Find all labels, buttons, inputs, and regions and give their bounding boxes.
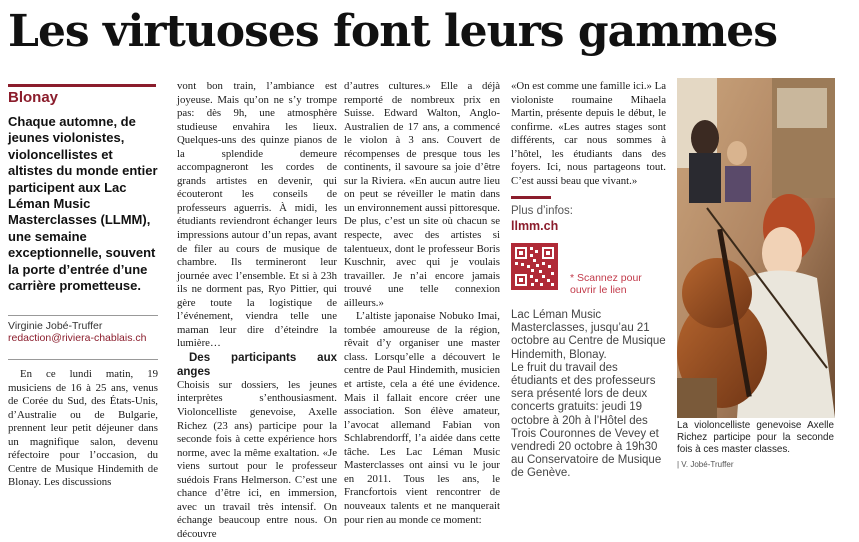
author-name: Virginie Jobé-Truffer	[8, 320, 103, 332]
paragraph: vont bon train, l’ambiance est joyeuse. Mais qu’on ne s’y trompe pas: dès 9h, une atmosphère studieuse envahira les lieux. Quelques-uns des quinze pianos de la splendide demeure accompagneront les cordes de grands artistes en devenir, qui écouteront les conseils de professeurs aguerris. À midi, les étudiants reviendront échanger leurs impressions autour d’un repas, avant de filer au cours de musique de chambre. Ils termineront leur journée avec l’ensemble. Et si à 23h ils ne dorment pas, Ryo Pittier, qui gère toute la logistique de l’événement, viendra telle une maman leur dire d’éteindre la lumière…	[177, 80, 337, 350]
info-title: Plus d’infos:	[511, 205, 574, 217]
article-column-1	[8, 368, 158, 490]
cellist-photo	[677, 78, 835, 418]
kicker: Blonay	[8, 89, 59, 106]
paragraph: «On est comme une famille ici.» La violoniste roumaine Mihaela Martin, présente depuis le début, le confirme. «Les autres stages sont différents, car nous sommes à l’hôtel, les étudiants dans des foyers. Ici, nous partageons tout. C’est aussi beau que vivant.»	[511, 80, 667, 187]
article-column-3	[344, 80, 500, 527]
photo-credit: | V. Jobé-Truffer	[677, 460, 734, 469]
subheading: Des participants aux anges	[177, 351, 337, 378]
paragraph: d’autres cultures.» Elle a déjà remporté de nombreux prix en Suisse. Edward Walton, Anglo-Australien de 17 ans, a commencé le violon à 3 ans. Couvert de récompenses de presque tous les continents, il savoure sa joie d’être sur la Riviera. «En aucun autre lieu on peut se réveiller le matin dans un environnement aussi pittoresque. De plus, c’est un site où chacun se respecte, avec des artistes si talentueux, dont le professeur Boris Kuschnir, avec qui je voulais travailler. Je n’ai encore jamais trouvé une telle connexion ailleurs.»	[344, 80, 500, 309]
article-column-2	[177, 80, 337, 542]
info-rule	[511, 196, 551, 199]
event-info-paragraph: Lac Léman Music Masterclasses, jusqu’au 21 octobre au Centre de Musique Hindemith, Blonay.	[511, 309, 666, 361]
headline: Les virtuoses font leurs gammes	[8, 6, 778, 57]
qr-code-icon[interactable]	[511, 243, 558, 290]
paragraph: En ce lundi matin, 19 musiciens de 16 à 25 ans, venus de Corée du Sud, des États-Unis, d’Australie ou de Bulgarie, prennent leur petit déjeuner dans un magnifique salon, devenu réfectoire pour l’occasion, du Centre de Musique Hindemith de Blonay. Les discussions	[8, 368, 158, 489]
article-column-4	[511, 80, 666, 188]
paragraph: Choisis sur dossiers, les jeunes interprètes s’enthousiasment. Violoncelliste genevoise, Axelle Richez (23 ans) participe pour la seconde fois à cette expérience hors norme, avec la même exaltation. «Je viens surtout pour le professeur suédois Frans Helmerson. C’est une chance d’être ici, en immersion, avec un travail très intensif. On échange beaucoup entre nous. On découvre	[177, 378, 337, 540]
event-info-box	[511, 309, 666, 481]
event-info-paragraph: Le fruit du travail des étudiants et des professeurs sera présenté lors de deux concerts gratuits: jeudi 19 octobre à 20h à l’Hôtel des Trois Couronnes de Vevey et vendredi 20 octobre à 19h30 au Conservatoire de Musique de Genève.	[511, 361, 662, 480]
paragraph: L’altiste japonaise Nobuko Imai, tombée amoureuse de la région, rêvait d’y organiser une master class. Lorsqu’elle a découvert le centre de Paul Hindemith, musicien et artiste, cela a été une évidence. Mais il fallait encore créer une association. Son élève amateur, l’avocat allemand Fabian von Schlabrendorff, l’a aidée dans cette tâche. Les Lac Léman Music Masterclasses ont ainsi vu le jour en 2011. Tous les ans, le Francfortois vient rencontrer de nouveaux talents et ne manquerait pour rien au monde ce moment:	[344, 310, 500, 526]
body-divider	[8, 359, 158, 360]
lead-paragraph: Chaque automne, de jeunes violonistes, violoncellistes et altistes du monde entier participent aux Lac Léman Music Masterclasses (LLMM), une semaine exceptionnelle, souvent la porte d’entrée d’une carrière prometteuse.	[8, 114, 158, 294]
info-link[interactable]: llmm.ch	[511, 219, 559, 233]
scan-instruction: * Scannez pour ouvrir le lien	[570, 272, 642, 296]
kicker-rule	[8, 84, 156, 87]
photo-caption: La violoncelliste genevoise Axelle Richez participe pour la seconde fois à ces master classes.	[677, 420, 834, 456]
author-divider	[8, 315, 158, 316]
author-email-link[interactable]: redaction@riviera-chablais.ch	[8, 332, 147, 344]
